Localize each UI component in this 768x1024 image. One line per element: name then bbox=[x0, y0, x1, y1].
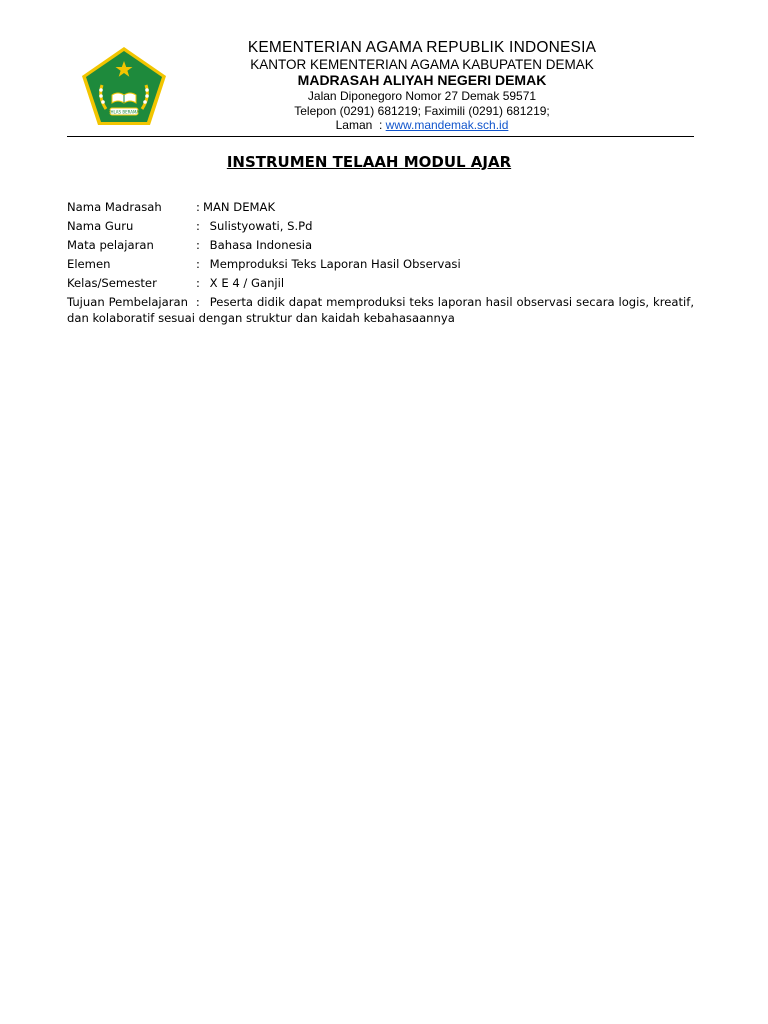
field-label: Nama Guru bbox=[67, 219, 134, 234]
field-label: Nama Madrasah bbox=[67, 200, 162, 215]
office-name: KANTOR KEMENTERIAN AGAMA KABUPATEN DEMAK bbox=[250, 57, 594, 72]
school-website-line bbox=[200, 118, 644, 133]
field-row-tujuan-pembelajaran bbox=[67, 294, 694, 327]
letterhead-divider bbox=[67, 136, 694, 137]
school-address: Jalan Diponegoro Nomor 27 Demak 59571 bbox=[307, 89, 537, 103]
ministry-name: KEMENTERIAN AGAMA REPUBLIK INDONESIA bbox=[247, 39, 597, 56]
school-phone: Telepon (0291) 681219; Faximili (0291) 681219; bbox=[294, 103, 550, 118]
field-row-kelas-semester bbox=[67, 273, 694, 292]
page-title: INSTRUMEN TELAAH MODUL AJAR bbox=[226, 153, 512, 171]
tujuan-separator: : bbox=[195, 294, 200, 309]
identity-fields bbox=[67, 198, 694, 327]
field-separator: : bbox=[196, 200, 200, 215]
field-value: X E 4 / Ganjil bbox=[206, 275, 285, 290]
field-label: Mata pelajaran bbox=[67, 237, 154, 252]
field-label: Kelas/Semester bbox=[67, 275, 157, 290]
tujuan-value: Peserta didik dapat memproduksi teks laporan hasil observasi secara logis, kreatif, dan kolaboratif sesuai dengan struktur dan kaidah kebahasaannya bbox=[67, 294, 695, 326]
letterhead bbox=[200, 38, 644, 133]
logo-motto: IKHLAS BERAMAL bbox=[106, 109, 142, 115]
field-row-nama-madrasah bbox=[67, 198, 694, 217]
field-value: Sulistyowati, S.Pd bbox=[206, 219, 313, 234]
field-value: Bahasa Indonesia bbox=[206, 237, 313, 252]
kemenag-emblem-icon bbox=[80, 45, 168, 127]
field-separator: : bbox=[196, 237, 200, 252]
field-label: Elemen bbox=[67, 256, 111, 271]
tujuan-label: Tujuan Pembelajaran bbox=[67, 294, 188, 309]
field-separator: : bbox=[196, 219, 200, 234]
field-value: MAN DEMAK bbox=[203, 200, 276, 215]
school-name: MADRASAH ALIYAH NEGERI DEMAK bbox=[297, 72, 547, 88]
website-label: Laman : bbox=[335, 118, 386, 132]
field-separator: : bbox=[196, 275, 200, 290]
field-value: Memproduksi Teks Laporan Hasil Observasi bbox=[206, 256, 461, 271]
field-separator: : bbox=[196, 256, 200, 271]
website-link[interactable]: www.mandemak.sch.id bbox=[385, 118, 509, 132]
field-row-mata-pelajaran bbox=[67, 236, 694, 255]
field-row-elemen bbox=[67, 254, 694, 273]
field-row-nama-guru bbox=[67, 217, 694, 236]
